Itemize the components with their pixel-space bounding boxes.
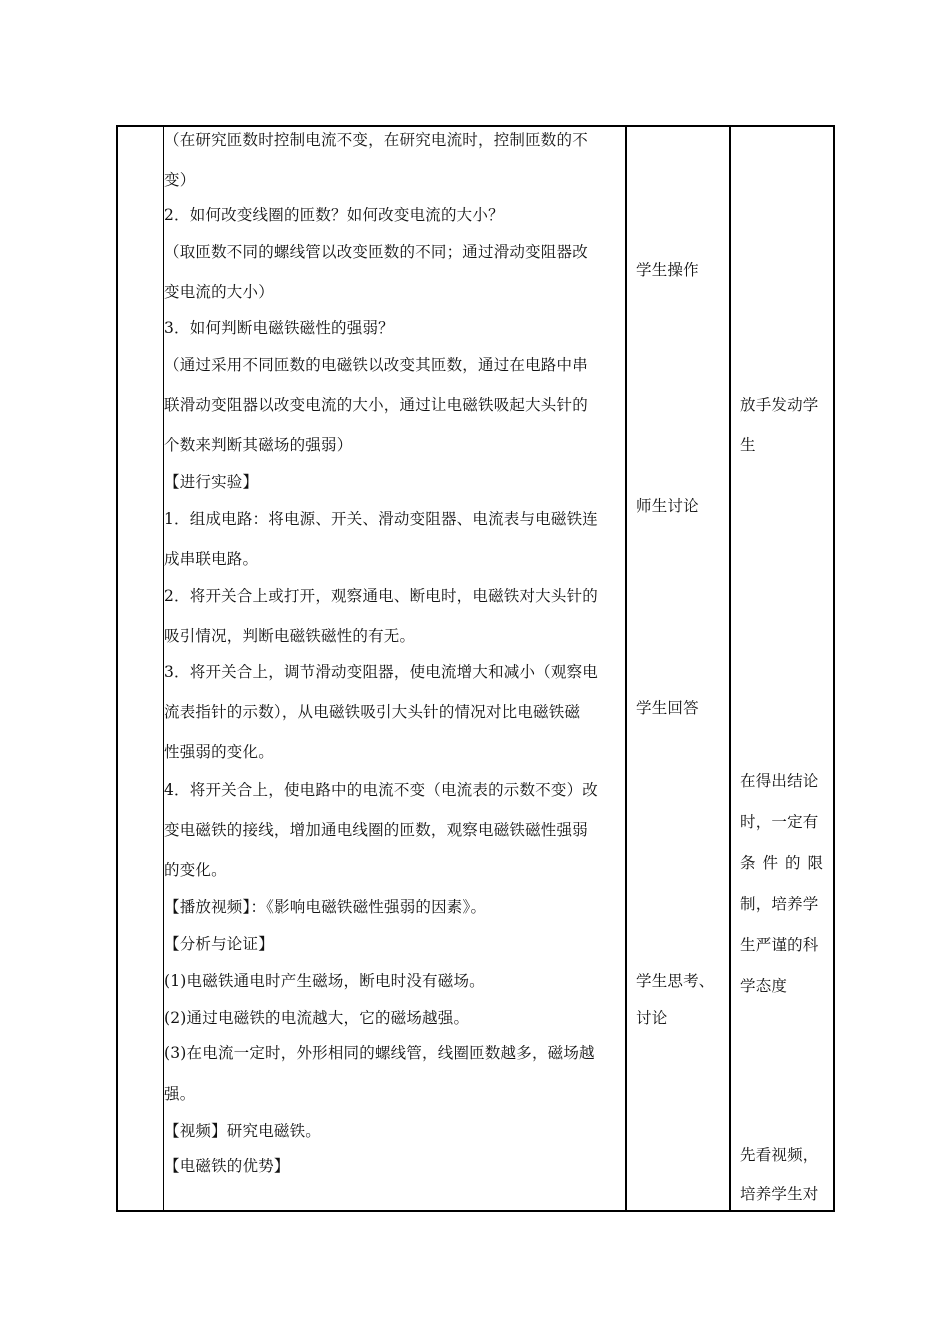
content-line: （取匝数不同的螺线管以改变匝数的不同；通过滑动变阻器改: [164, 243, 588, 261]
content-line: 成串联电路。: [164, 550, 259, 568]
content-line: 强。: [164, 1085, 196, 1103]
design-intent-line: 在得出结论: [740, 772, 819, 790]
content-line: 流表指针的示数），从电磁铁吸引大头针的情况对比电磁铁磁: [164, 703, 581, 721]
content-line: 4．将开关合上，使电路中的电流不变（电流表的示数不变）改: [164, 781, 598, 799]
content-line: 变电磁铁的接线，增加通电线圈的匝数，观察电磁铁磁性强弱: [164, 821, 588, 839]
content-line: 个数来判断其磁场的强弱）: [164, 436, 353, 454]
content-line: 3．如何判断电磁铁磁性的强弱？: [164, 319, 394, 337]
section-heading: 【电磁铁的优势】: [164, 1157, 290, 1175]
content-line: 的变化。: [164, 861, 227, 879]
design-intent-line: 时，一定有: [740, 813, 819, 831]
student-activity-label: 师生讨论: [636, 497, 699, 515]
section-heading: 【视频】研究电磁铁。: [164, 1122, 322, 1140]
content-line: (3)在电流一定时，外形相同的螺线管，线圈匝数越多，磁场越: [164, 1044, 595, 1062]
design-intent-line: 放手发动学: [740, 396, 819, 414]
student-activity-label: 学生思考、: [636, 972, 715, 990]
content-line: 3．将开关合上，调节滑动变阻器，使电流增大和减小（观察电: [164, 663, 598, 681]
content-line: 【播放视频】：《影响电磁铁磁性强弱的因素》。: [164, 898, 487, 916]
design-intent-line: 学态度: [740, 977, 788, 995]
student-activity-label: 学生操作: [636, 261, 699, 279]
content-line: 变电流的大小）: [164, 283, 274, 301]
design-intent-line: 条件的限: [740, 854, 831, 872]
content-line: 性强弱的变化。: [164, 743, 274, 761]
section-heading: 【进行实验】: [164, 473, 259, 491]
student-activity-label: 讨论: [636, 1009, 668, 1027]
content-line: (2)通过电磁铁的电流越大，它的磁场越强。: [164, 1009, 470, 1027]
content-line: 吸引情况，判断电磁铁磁性的有无。: [164, 627, 416, 645]
content-line: （通过采用不同匝数的电磁铁以改变其匝数，通过在电路中串: [164, 356, 588, 374]
content-line: 1．组成电路：将电源、开关、滑动变阻器、电流表与电磁铁连: [164, 510, 598, 528]
section-heading: 【分析与论证】: [164, 935, 274, 953]
design-intent-line: 生: [740, 436, 756, 454]
column-divider-3: [729, 125, 731, 1212]
student-activity-label: 学生回答: [636, 699, 699, 717]
column-divider-2: [625, 125, 627, 1212]
content-line: (1)电磁铁通电时产生磁场，断电时没有磁场。: [164, 972, 485, 990]
design-intent-line: 生严谨的科: [740, 936, 819, 954]
content-line: 联滑动变阻器以改变电流的大小，通过让电磁铁吸起大头针的: [164, 396, 588, 414]
content-line: 2．将开关合上或打开，观察通电、断电时，电磁铁对大头针的: [164, 587, 598, 605]
design-intent-line: 制，培养学: [740, 895, 819, 913]
content-line: 2．如何改变线圈的匝数？如何改变电流的大小？: [164, 206, 504, 224]
design-intent-line: 先看视频，: [740, 1146, 819, 1164]
content-line: （在研究匝数时控制电流不变，在研究电流时，控制匝数的不: [164, 131, 588, 149]
content-line: 变）: [164, 171, 196, 189]
design-intent-line: 培养学生对: [740, 1185, 819, 1203]
